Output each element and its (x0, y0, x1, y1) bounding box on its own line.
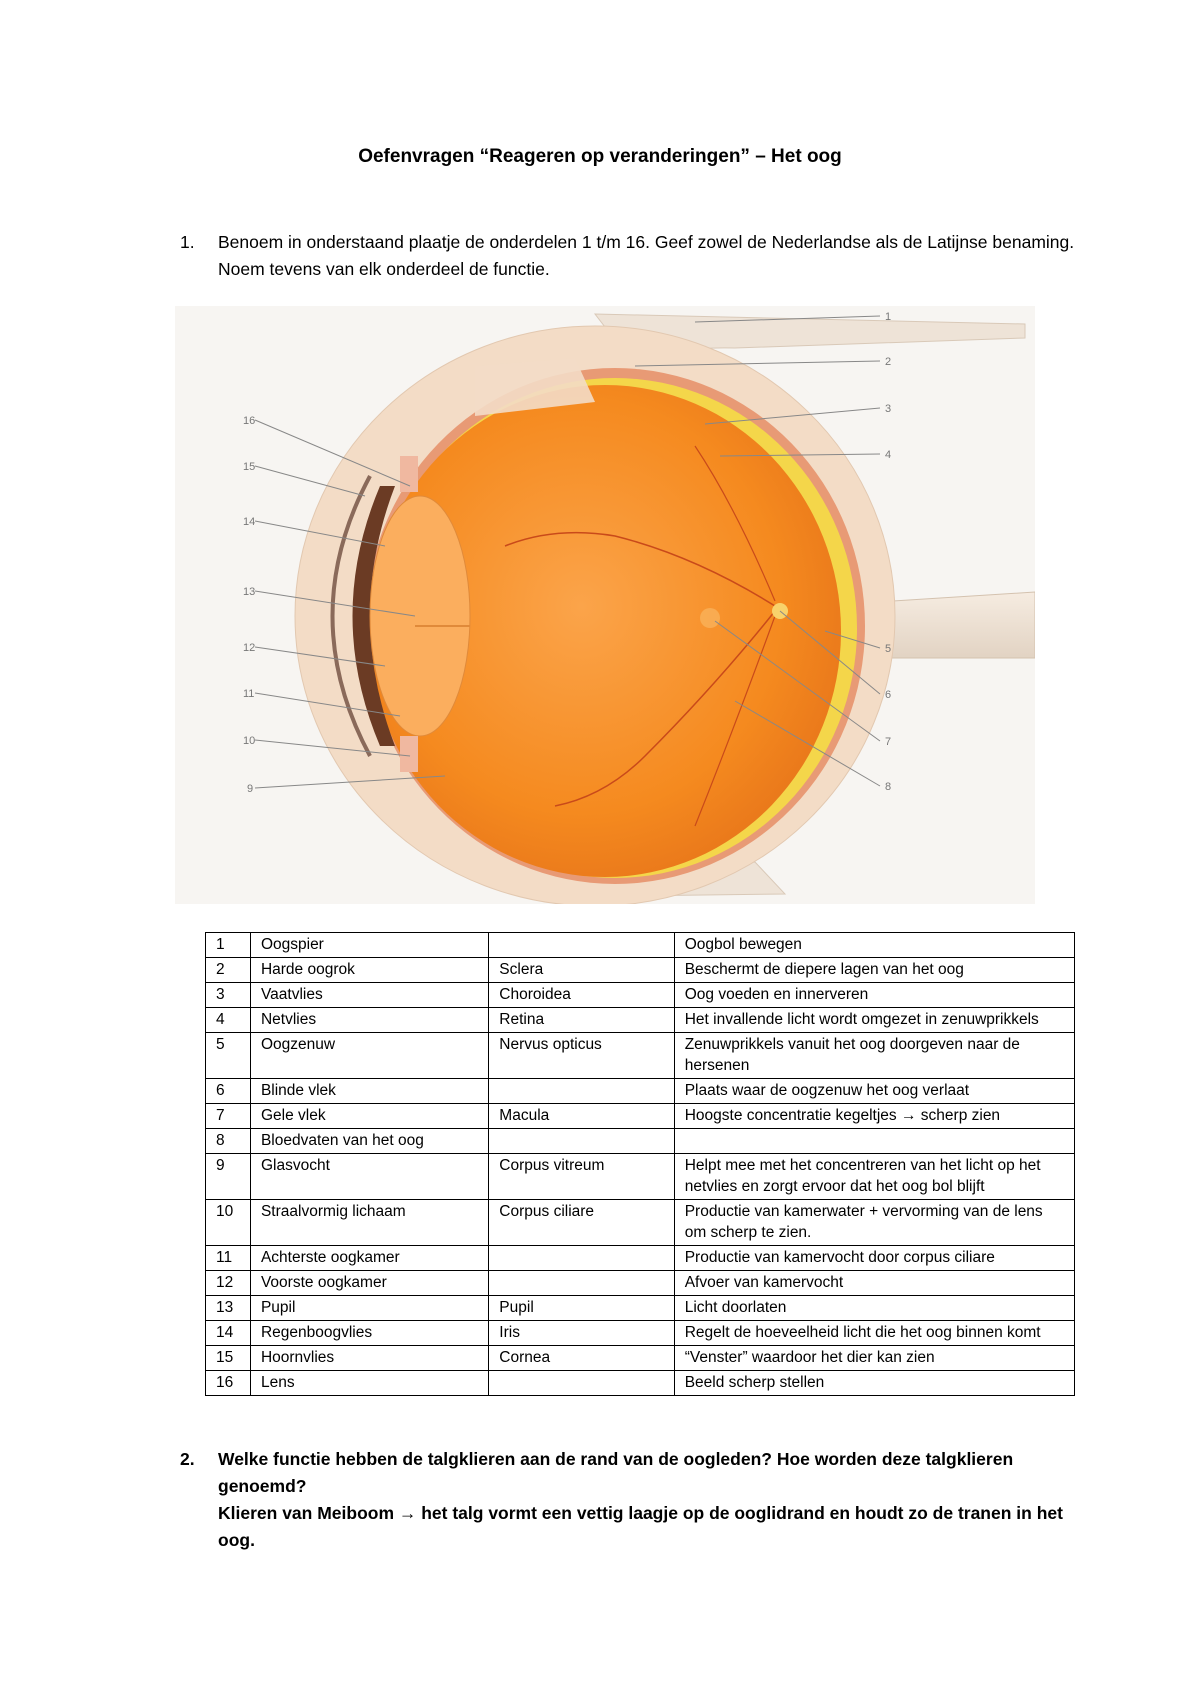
table-cell-number: 15 (206, 1346, 251, 1371)
table-row (206, 1296, 1075, 1321)
table-row (206, 958, 1075, 983)
table-cell-number: 4 (206, 1008, 251, 1033)
table-row (206, 1200, 1075, 1246)
diagram-label-5: 5 (885, 643, 892, 655)
table-cell-function: Zenuwprikkels vanuit het oog doorgeven naar de hersenen (674, 1033, 1074, 1079)
table-cell-function: Beeld scherp stellen (674, 1371, 1074, 1396)
table-cell-function: Helpt mee met het concentreren van het licht op het netvlies en zorgt ervoor dat het oog bol blijft (674, 1154, 1074, 1200)
ciliary-body-bottom (400, 736, 418, 772)
table-row (206, 1371, 1075, 1396)
table-cell-number: 7 (206, 1104, 251, 1129)
table-cell-number: 8 (206, 1129, 251, 1154)
diagram-label-13: 13 (243, 586, 256, 598)
table-cell-number: 3 (206, 983, 251, 1008)
diagram-label-16: 16 (243, 415, 256, 427)
table-cell-dutch-name: Gele vlek (250, 1104, 488, 1129)
table-row (206, 983, 1075, 1008)
table-row (206, 1246, 1075, 1271)
table-cell-latin-name: Sclera (489, 958, 674, 983)
question-2-body (218, 1446, 1078, 1554)
table-cell-dutch-name: Voorste oogkamer (250, 1271, 488, 1296)
diagram-label-7: 7 (885, 736, 892, 748)
lens (370, 496, 470, 736)
table-cell-function: Afvoer van kamervocht (674, 1271, 1074, 1296)
table-row (206, 1079, 1075, 1104)
table-cell-function: Licht doorlaten (674, 1296, 1074, 1321)
table-cell-latin-name: Choroidea (489, 983, 674, 1008)
diagram-label-9: 9 (247, 783, 254, 795)
table-cell-dutch-name: Achterste oogkamer (250, 1246, 488, 1271)
table-cell-dutch-name: Pupil (250, 1296, 488, 1321)
table-row (206, 1154, 1075, 1200)
table-cell-number: 13 (206, 1296, 251, 1321)
table-cell-dutch-name: Oogzenuw (250, 1033, 488, 1079)
table-cell-number: 5 (206, 1033, 251, 1079)
diagram-label-8: 8 (885, 781, 892, 793)
page-title: Oefenvragen “Reageren op veranderingen” – Het oog (358, 146, 842, 167)
diagram-label-15: 15 (243, 461, 256, 473)
table-row (206, 1104, 1075, 1129)
table-cell-function: Beschermt de diepere lagen van het oog (674, 958, 1074, 983)
table-row (206, 1271, 1075, 1296)
table-row (206, 1008, 1075, 1033)
diagram-label-10: 10 (243, 735, 256, 747)
table-cell-number: 2 (206, 958, 251, 983)
table-cell-latin-name: Iris (489, 1321, 674, 1346)
table-cell-dutch-name: Bloedvaten van het oog (250, 1129, 488, 1154)
table-cell-dutch-name: Blinde vlek (250, 1079, 488, 1104)
eye-diagram-svg (175, 306, 1035, 904)
table-cell-number: 10 (206, 1200, 251, 1246)
ciliary-body-top (400, 456, 418, 492)
table-cell-latin-name: Corpus ciliare (489, 1200, 674, 1246)
diagram-label-14: 14 (243, 516, 256, 528)
diagram-label-1: 1 (885, 311, 892, 323)
question-2-text: Welke functie hebben de talgklieren aan de rand van de oogleden? Hoe worden deze talgklieren genoemd? (218, 1449, 1014, 1496)
table-cell-latin-name (489, 1079, 674, 1104)
table-cell-number: 11 (206, 1246, 251, 1271)
table-cell-latin-name: Cornea (489, 1346, 674, 1371)
table-cell-latin-name: Retina (489, 1008, 674, 1033)
table-cell-dutch-name: Harde oogrok (250, 958, 488, 983)
table-cell-number: 1 (206, 933, 251, 958)
table-row (206, 1346, 1075, 1371)
table-cell-dutch-name: Glasvocht (250, 1154, 488, 1200)
table-row (206, 1129, 1075, 1154)
table-cell-function: Regelt de hoeveelheid licht die het oog binnen komt (674, 1321, 1074, 1346)
table-cell-latin-name (489, 1271, 674, 1296)
question-1-number: 1. (180, 232, 195, 252)
table-cell-number: 14 (206, 1321, 251, 1346)
table-cell-number: 9 (206, 1154, 251, 1200)
table-cell-dutch-name: Lens (250, 1371, 488, 1396)
diagram-label-6: 6 (885, 689, 892, 701)
table-cell-function: Productie van kamerwater + vervorming van de lens om scherp te zien. (674, 1200, 1074, 1246)
table-cell-dutch-name: Hoornvlies (250, 1346, 488, 1371)
table-cell-latin-name (489, 933, 674, 958)
eye-diagram (175, 306, 1035, 904)
table-cell-function: Hoogste concentratie kegeltjes → scherp zien (674, 1104, 1074, 1129)
table-cell-latin-name: Corpus vitreum (489, 1154, 674, 1200)
table-cell-dutch-name: Straalvormig lichaam (250, 1200, 488, 1246)
table-cell-latin-name (489, 1371, 674, 1396)
table-cell-function: Productie van kamervocht door corpus ciliare (674, 1246, 1074, 1271)
macula-spot (700, 608, 720, 628)
table-row (206, 1033, 1075, 1079)
table-cell-dutch-name: Vaatvlies (250, 983, 488, 1008)
table-cell-latin-name (489, 1246, 674, 1271)
diagram-label-4: 4 (885, 449, 892, 461)
diagram-label-12: 12 (243, 642, 256, 654)
table-row (206, 1321, 1075, 1346)
eye-parts-table-body (206, 933, 1075, 1396)
table-cell-latin-name: Pupil (489, 1296, 674, 1321)
table-cell-number: 12 (206, 1271, 251, 1296)
table-cell-function: “Venster” waardoor het dier kan zien (674, 1346, 1074, 1371)
table-cell-number: 6 (206, 1079, 251, 1104)
diagram-label-2: 2 (885, 356, 892, 368)
table-cell-number: 16 (206, 1371, 251, 1396)
table-cell-function: Oogbol bewegen (674, 933, 1074, 958)
table-cell-function: Oog voeden en innerveren (674, 983, 1074, 1008)
diagram-label-11: 11 (243, 688, 255, 700)
table-cell-function: Plaats waar de oogzenuw het oog verlaat (674, 1079, 1074, 1104)
table-cell-function: Het invallende licht wordt omgezet in zenuwprikkels (674, 1008, 1074, 1033)
table-cell-dutch-name: Oogspier (250, 933, 488, 958)
table-cell-dutch-name: Regenboogvlies (250, 1321, 488, 1346)
diagram-label-3: 3 (885, 403, 892, 415)
table-cell-latin-name (489, 1129, 674, 1154)
table-cell-latin-name: Nervus opticus (489, 1033, 674, 1079)
question-2-answer: Klieren van Meiboom → het talg vormt een vettig laagje op de ooglidrand en houdt zo de tranen in het oog. (218, 1503, 1063, 1550)
question-1-text: Benoem in onderstaand plaatje de onderdelen 1 t/m 16. Geef zowel de Nederlandse als de Latijnse benaming. Noem tevens van elk onderdeel de functie. (218, 232, 1075, 279)
eye-parts-table (205, 932, 1075, 1396)
table-cell-function (674, 1129, 1074, 1154)
table-row (206, 933, 1075, 958)
question-2-number: 2. (180, 1449, 195, 1469)
table-cell-dutch-name: Netvlies (250, 1008, 488, 1033)
table-cell-latin-name: Macula (489, 1104, 674, 1129)
